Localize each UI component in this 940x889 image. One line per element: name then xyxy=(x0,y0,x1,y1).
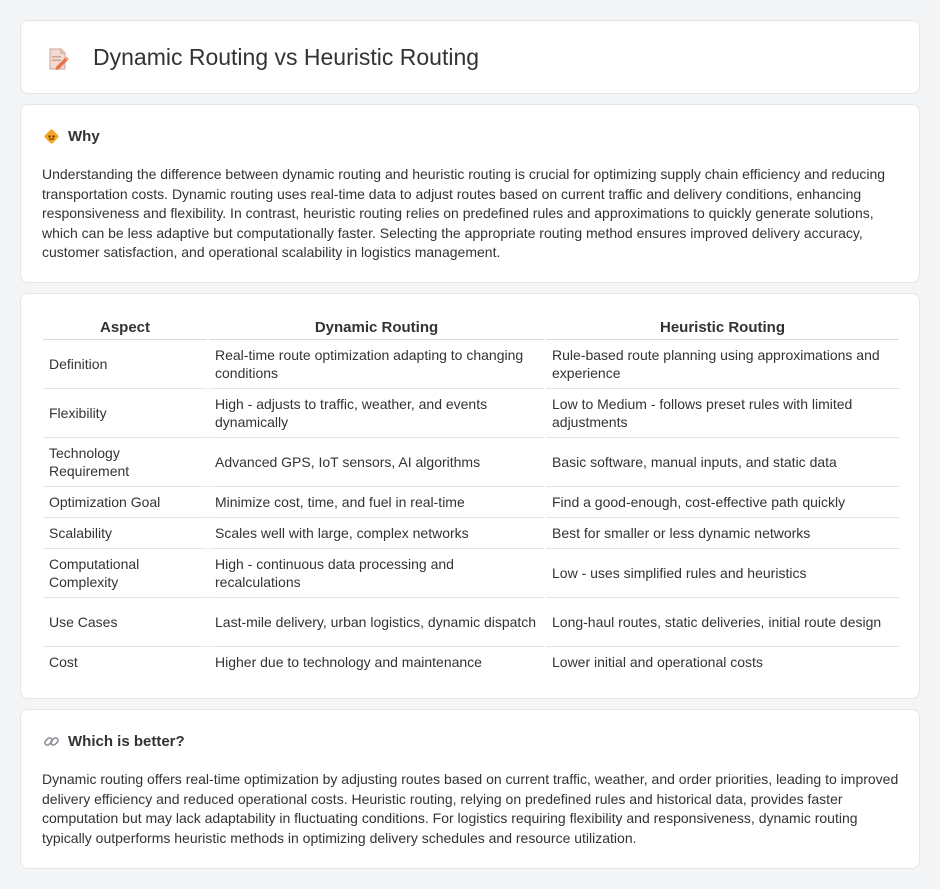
table-row xyxy=(43,647,899,678)
better-heading xyxy=(43,733,185,750)
heuristic-cell: Best for smaller or less dynamic networks xyxy=(545,518,899,549)
dynamic-cell: High - continuous data processing and recalculations xyxy=(208,549,545,598)
dynamic-cell: Scales well with large, complex networks xyxy=(208,518,545,549)
dynamic-cell: Advanced GPS, IoT sensors, AI algorithms xyxy=(208,438,545,487)
aspect-cell: Flexibility xyxy=(43,389,208,438)
why-section xyxy=(20,104,920,283)
dynamic-cell: Minimize cost, time, and fuel in real-time xyxy=(208,487,545,518)
column-header-aspect: Aspect xyxy=(43,317,208,340)
dynamic-cell: Last-mile delivery, urban logistics, dynamic dispatch xyxy=(208,598,545,647)
table-row xyxy=(43,438,899,487)
column-header-heuristic: Heuristic Routing xyxy=(545,317,899,340)
better-text: Dynamic routing offers real-time optimization by adjusting routes based on current traffic, weather, and order priorities, leading to improved delivery efficiency and reduced operational costs. Heuristic routing, relying on predefined rules and historical data, provides faster computation but may lack adaptability in fluctuating conditions. For logistics requiring flexibility and responsiveness, dynamic routing typically outperforms heuristic methods in optimizing delivery schedules and resource utilization. xyxy=(42,771,899,846)
aspect-cell: Technology Requirement xyxy=(43,438,208,487)
heuristic-cell: Rule-based route planning using approximations and experience xyxy=(545,340,899,389)
why-heading xyxy=(43,128,100,145)
heuristic-cell: Low - uses simplified rules and heuristics xyxy=(545,549,899,598)
why-title: Why xyxy=(68,128,100,145)
dynamic-cell: Higher due to technology and maintenance xyxy=(208,647,545,678)
header-card xyxy=(20,20,920,94)
table-header-row xyxy=(43,317,899,340)
why-text: Understanding the difference between dynamic routing and heuristic routing is crucial for optimizing supply chain efficiency and reducing transportation costs. Dynamic routing uses real-time data to adjust routes based on current traffic and delivery conditions, enhancing responsiveness and flexibility. In contrast, heuristic routing relies on predefined rules and approximations to quickly generate solutions, which can be less adaptive but computationally faster. Selecting the appropriate routing method ensures improved delivery accuracy, customer satisfaction, and operational scalability in logistics management. xyxy=(42,166,886,261)
dynamic-cell: Real-time route optimization adapting to changing conditions xyxy=(208,340,545,389)
column-header-dynamic: Dynamic Routing xyxy=(208,317,545,340)
table-row xyxy=(43,487,899,518)
aspect-cell: Definition xyxy=(43,340,208,389)
table-row xyxy=(43,389,899,438)
heuristic-cell: Basic software, manual inputs, and static data xyxy=(545,438,899,487)
document-pencil-icon xyxy=(47,47,69,71)
table-row xyxy=(43,549,899,598)
which-is-better-section xyxy=(20,709,920,869)
heuristic-cell: Lower initial and operational costs xyxy=(545,647,899,678)
warning-diamond-icon xyxy=(43,128,60,145)
aspect-cell: Cost xyxy=(49,654,78,671)
page-title: Dynamic Routing vs Heuristic Routing xyxy=(93,44,480,70)
dynamic-cell: High - adjusts to traffic, weather, and events dynamically xyxy=(208,389,545,438)
link-icon xyxy=(43,733,60,750)
aspect-cell: Computational Complexity xyxy=(43,549,208,598)
heuristic-cell: Long-haul routes, static deliveries, initial route design xyxy=(545,598,899,647)
heuristic-cell: Low to Medium - follows preset rules with limited adjustments xyxy=(545,389,899,438)
comparison-table xyxy=(43,317,899,678)
table-row xyxy=(43,598,899,647)
better-title: Which is better? xyxy=(68,733,185,750)
aspect-cell: Scalability xyxy=(43,518,208,549)
table-row xyxy=(43,518,899,549)
aspect-cell: Use Cases xyxy=(43,598,208,647)
comparison-section xyxy=(20,293,920,699)
aspect-cell: Optimization Goal xyxy=(43,487,208,518)
heuristic-cell: Find a good-enough, cost-effective path quickly xyxy=(545,487,899,518)
table-row xyxy=(43,340,899,389)
